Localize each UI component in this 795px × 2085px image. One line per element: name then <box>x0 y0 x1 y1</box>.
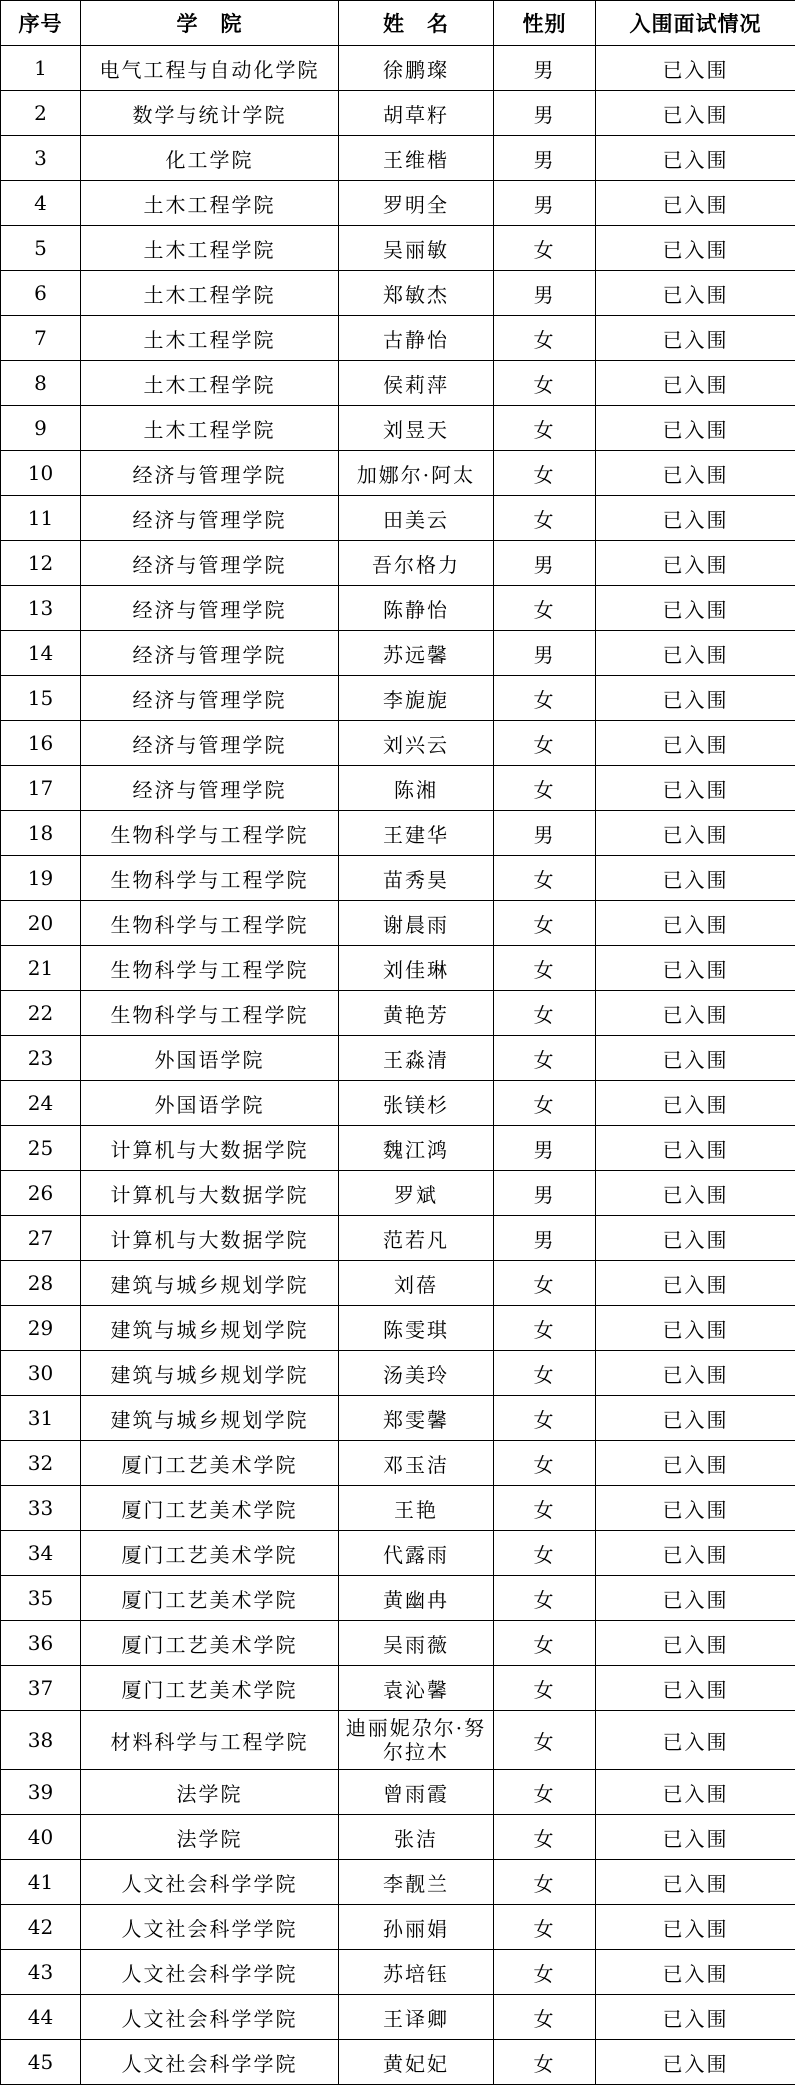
table-row <box>1 721 795 766</box>
cell-gender: 女 <box>494 1441 596 1486</box>
cell-serial: 30 <box>1 1351 81 1396</box>
cell-gender: 男 <box>494 181 596 226</box>
cell-college: 法学院 <box>81 1815 339 1860</box>
table-body <box>1 46 795 2085</box>
cell-college: 经济与管理学院 <box>81 541 339 586</box>
cell-serial: 9 <box>1 406 81 451</box>
cell-name: 徐鹏璨 <box>339 46 494 91</box>
table-row <box>1 1621 795 1666</box>
cell-name: 陈静怡 <box>339 586 494 631</box>
cell-gender: 女 <box>494 1711 596 1770</box>
cell-gender: 女 <box>494 1036 596 1081</box>
cell-gender: 女 <box>494 1621 596 1666</box>
table-row <box>1 1995 795 2040</box>
cell-gender: 女 <box>494 1081 596 1126</box>
cell-gender: 女 <box>494 1306 596 1351</box>
cell-gender: 女 <box>494 451 596 496</box>
cell-status: 已入围 <box>596 226 795 271</box>
cell-serial: 39 <box>1 1770 81 1815</box>
cell-status: 已入围 <box>596 1576 795 1621</box>
cell-status: 已入围 <box>596 91 795 136</box>
cell-name: 刘兴云 <box>339 721 494 766</box>
cell-serial: 40 <box>1 1815 81 1860</box>
cell-gender: 男 <box>494 631 596 676</box>
cell-name: 刘昱天 <box>339 406 494 451</box>
cell-gender: 女 <box>494 496 596 541</box>
cell-gender: 男 <box>494 811 596 856</box>
cell-gender: 女 <box>494 1995 596 2040</box>
cell-name: 范若凡 <box>339 1216 494 1261</box>
cell-serial: 21 <box>1 946 81 991</box>
cell-serial: 38 <box>1 1711 81 1770</box>
cell-serial: 17 <box>1 766 81 811</box>
cell-name: 侯莉萍 <box>339 361 494 406</box>
cell-status: 已入围 <box>596 271 795 316</box>
cell-status: 已入围 <box>596 1950 795 1995</box>
cell-status: 已入围 <box>596 991 795 1036</box>
cell-college: 建筑与城乡规划学院 <box>81 1261 339 1306</box>
table-row <box>1 1531 795 1576</box>
cell-name: 陈雯琪 <box>339 1306 494 1351</box>
cell-status: 已入围 <box>596 1905 795 1950</box>
cell-name: 汤美玲 <box>339 1351 494 1396</box>
table-row <box>1 1860 795 1905</box>
cell-gender: 女 <box>494 1666 596 1711</box>
header-serial: 序号 <box>1 1 81 46</box>
cell-status: 已入围 <box>596 901 795 946</box>
cell-gender: 女 <box>494 1396 596 1441</box>
cell-college: 计算机与大数据学院 <box>81 1171 339 1216</box>
cell-college: 生物科学与工程学院 <box>81 901 339 946</box>
cell-gender: 女 <box>494 721 596 766</box>
cell-serial: 22 <box>1 991 81 1036</box>
cell-college: 经济与管理学院 <box>81 631 339 676</box>
cell-serial: 43 <box>1 1950 81 1995</box>
cell-gender: 女 <box>494 766 596 811</box>
cell-status: 已入围 <box>596 181 795 226</box>
cell-college: 人文社会科学学院 <box>81 1905 339 1950</box>
cell-gender: 女 <box>494 1905 596 1950</box>
cell-gender: 女 <box>494 901 596 946</box>
cell-college: 外国语学院 <box>81 1081 339 1126</box>
cell-college: 生物科学与工程学院 <box>81 856 339 901</box>
cell-college: 建筑与城乡规划学院 <box>81 1396 339 1441</box>
table-row <box>1 451 795 496</box>
cell-gender: 女 <box>494 1261 596 1306</box>
table-row <box>1 91 795 136</box>
cell-status: 已入围 <box>596 136 795 181</box>
cell-name: 陈湘 <box>339 766 494 811</box>
cell-serial: 19 <box>1 856 81 901</box>
cell-college: 生物科学与工程学院 <box>81 811 339 856</box>
cell-serial: 26 <box>1 1171 81 1216</box>
cell-name: 王译卿 <box>339 1995 494 2040</box>
table-row <box>1 541 795 586</box>
cell-name: 苗秀昊 <box>339 856 494 901</box>
cell-college: 建筑与城乡规划学院 <box>81 1351 339 1396</box>
cell-name: 王建华 <box>339 811 494 856</box>
cell-college: 经济与管理学院 <box>81 721 339 766</box>
cell-status: 已入围 <box>596 1216 795 1261</box>
cell-college: 土木工程学院 <box>81 226 339 271</box>
cell-gender: 女 <box>494 676 596 721</box>
cell-name: 胡草籽 <box>339 91 494 136</box>
cell-gender: 女 <box>494 856 596 901</box>
cell-gender: 女 <box>494 586 596 631</box>
cell-college: 化工学院 <box>81 136 339 181</box>
cell-status: 已入围 <box>596 1531 795 1576</box>
table-row <box>1 2040 795 2085</box>
cell-gender: 女 <box>494 361 596 406</box>
cell-name: 黄妃妃 <box>339 2040 494 2085</box>
cell-gender: 男 <box>494 91 596 136</box>
cell-gender: 女 <box>494 1770 596 1815</box>
cell-name: 苏远馨 <box>339 631 494 676</box>
cell-college: 电气工程与自动化学院 <box>81 46 339 91</box>
cell-status: 已入围 <box>596 1126 795 1171</box>
cell-serial: 24 <box>1 1081 81 1126</box>
cell-serial: 33 <box>1 1486 81 1531</box>
cell-status: 已入围 <box>596 856 795 901</box>
table-row <box>1 856 795 901</box>
table-header-row <box>1 1 795 46</box>
cell-serial: 32 <box>1 1441 81 1486</box>
cell-gender: 女 <box>494 991 596 1036</box>
cell-gender: 女 <box>494 406 596 451</box>
cell-status: 已入围 <box>596 451 795 496</box>
table-row <box>1 1171 795 1216</box>
cell-status: 已入围 <box>596 361 795 406</box>
table-row <box>1 181 795 226</box>
cell-name: 曾雨霞 <box>339 1770 494 1815</box>
header-interview-status: 入围面试情况 <box>596 1 795 46</box>
table-row <box>1 496 795 541</box>
cell-status: 已入围 <box>596 1486 795 1531</box>
cell-gender: 女 <box>494 316 596 361</box>
cell-college: 生物科学与工程学院 <box>81 946 339 991</box>
table-row <box>1 1036 795 1081</box>
header-name: 姓 名 <box>339 1 494 46</box>
cell-status: 已入围 <box>596 1351 795 1396</box>
cell-serial: 13 <box>1 586 81 631</box>
cell-serial: 14 <box>1 631 81 676</box>
cell-status: 已入围 <box>596 1995 795 2040</box>
cell-status: 已入围 <box>596 406 795 451</box>
table-row <box>1 766 795 811</box>
cell-status: 已入围 <box>596 586 795 631</box>
cell-college: 计算机与大数据学院 <box>81 1216 339 1261</box>
cell-college: 经济与管理学院 <box>81 586 339 631</box>
cell-name: 谢晨雨 <box>339 901 494 946</box>
cell-name: 黄艳芳 <box>339 991 494 1036</box>
cell-gender: 男 <box>494 271 596 316</box>
table-row <box>1 1216 795 1261</box>
cell-college: 土木工程学院 <box>81 271 339 316</box>
cell-name: 邓玉洁 <box>339 1441 494 1486</box>
table-row <box>1 136 795 181</box>
cell-serial: 8 <box>1 361 81 406</box>
cell-gender: 女 <box>494 1351 596 1396</box>
table-row <box>1 1081 795 1126</box>
table-row <box>1 1441 795 1486</box>
cell-status: 已入围 <box>596 1860 795 1905</box>
cell-name: 郑雯馨 <box>339 1396 494 1441</box>
cell-name: 迪丽妮尕尔·努尔拉木 <box>339 1711 494 1770</box>
cell-college: 建筑与城乡规划学院 <box>81 1306 339 1351</box>
cell-name: 孙丽娟 <box>339 1905 494 1950</box>
cell-serial: 3 <box>1 136 81 181</box>
cell-name: 王淼清 <box>339 1036 494 1081</box>
table-row <box>1 46 795 91</box>
table-row <box>1 316 795 361</box>
table-row <box>1 1486 795 1531</box>
cell-serial: 5 <box>1 226 81 271</box>
table-row <box>1 406 795 451</box>
cell-serial: 36 <box>1 1621 81 1666</box>
cell-status: 已入围 <box>596 1441 795 1486</box>
cell-college: 经济与管理学院 <box>81 676 339 721</box>
table-row <box>1 1126 795 1171</box>
cell-name: 郑敏杰 <box>339 271 494 316</box>
cell-status: 已入围 <box>596 631 795 676</box>
cell-gender: 女 <box>494 2040 596 2085</box>
cell-name: 张镁杉 <box>339 1081 494 1126</box>
table-row <box>1 1396 795 1441</box>
table-row <box>1 1815 795 1860</box>
cell-status: 已入围 <box>596 766 795 811</box>
cell-serial: 1 <box>1 46 81 91</box>
cell-name: 罗斌 <box>339 1171 494 1216</box>
cell-college: 人文社会科学学院 <box>81 1995 339 2040</box>
table-row <box>1 1261 795 1306</box>
cell-status: 已入围 <box>596 541 795 586</box>
cell-gender: 女 <box>494 226 596 271</box>
table-row <box>1 991 795 1036</box>
cell-college: 人文社会科学学院 <box>81 1950 339 1995</box>
cell-status: 已入围 <box>596 1396 795 1441</box>
cell-serial: 25 <box>1 1126 81 1171</box>
cell-gender: 男 <box>494 136 596 181</box>
cell-serial: 28 <box>1 1261 81 1306</box>
table-row <box>1 1905 795 1950</box>
cell-name: 罗明全 <box>339 181 494 226</box>
cell-gender: 女 <box>494 1531 596 1576</box>
cell-serial: 31 <box>1 1396 81 1441</box>
cell-status: 已入围 <box>596 1081 795 1126</box>
cell-college: 土木工程学院 <box>81 181 339 226</box>
cell-college: 法学院 <box>81 1770 339 1815</box>
cell-name: 黄幽冉 <box>339 1576 494 1621</box>
cell-name: 王维楷 <box>339 136 494 181</box>
header-college: 学 院 <box>81 1 339 46</box>
cell-serial: 18 <box>1 811 81 856</box>
cell-college: 数学与统计学院 <box>81 91 339 136</box>
cell-status: 已入围 <box>596 1261 795 1306</box>
cell-serial: 42 <box>1 1905 81 1950</box>
cell-college: 人文社会科学学院 <box>81 1860 339 1905</box>
cell-status: 已入围 <box>596 721 795 766</box>
table-row <box>1 811 795 856</box>
table-row <box>1 271 795 316</box>
cell-serial: 37 <box>1 1666 81 1711</box>
cell-college: 厦门工艺美术学院 <box>81 1621 339 1666</box>
table-row <box>1 1306 795 1351</box>
cell-college: 经济与管理学院 <box>81 766 339 811</box>
table-row <box>1 586 795 631</box>
cell-serial: 4 <box>1 181 81 226</box>
cell-serial: 29 <box>1 1306 81 1351</box>
cell-serial: 7 <box>1 316 81 361</box>
cell-gender: 男 <box>494 1171 596 1216</box>
cell-gender: 女 <box>494 946 596 991</box>
cell-name: 袁沁馨 <box>339 1666 494 1711</box>
cell-status: 已入围 <box>596 1621 795 1666</box>
table-row <box>1 946 795 991</box>
cell-gender: 男 <box>494 1126 596 1171</box>
cell-serial: 6 <box>1 271 81 316</box>
cell-status: 已入围 <box>596 2040 795 2085</box>
cell-status: 已入围 <box>596 1770 795 1815</box>
table-row <box>1 1351 795 1396</box>
cell-status: 已入围 <box>596 1815 795 1860</box>
cell-gender: 女 <box>494 1486 596 1531</box>
cell-name: 刘佳琳 <box>339 946 494 991</box>
cell-college: 厦门工艺美术学院 <box>81 1666 339 1711</box>
cell-serial: 45 <box>1 2040 81 2085</box>
cell-college: 外国语学院 <box>81 1036 339 1081</box>
cell-serial: 23 <box>1 1036 81 1081</box>
cell-status: 已入围 <box>596 1666 795 1711</box>
table-row <box>1 676 795 721</box>
cell-name: 田美云 <box>339 496 494 541</box>
cell-name: 李靓兰 <box>339 1860 494 1905</box>
cell-gender: 女 <box>494 1576 596 1621</box>
cell-name: 苏培钰 <box>339 1950 494 1995</box>
cell-serial: 44 <box>1 1995 81 2040</box>
table-row <box>1 226 795 271</box>
cell-gender: 男 <box>494 541 596 586</box>
table-row <box>1 1666 795 1711</box>
cell-status: 已入围 <box>596 1306 795 1351</box>
cell-college: 土木工程学院 <box>81 361 339 406</box>
cell-college: 经济与管理学院 <box>81 496 339 541</box>
table-row <box>1 361 795 406</box>
cell-serial: 11 <box>1 496 81 541</box>
cell-status: 已入围 <box>596 676 795 721</box>
cell-gender: 男 <box>494 46 596 91</box>
cell-gender: 女 <box>494 1950 596 1995</box>
cell-gender: 男 <box>494 1216 596 1261</box>
cell-status: 已入围 <box>596 1171 795 1216</box>
cell-serial: 16 <box>1 721 81 766</box>
cell-status: 已入围 <box>596 46 795 91</box>
header-gender: 性别 <box>494 1 596 46</box>
cell-college: 材料科学与工程学院 <box>81 1711 339 1770</box>
cell-college: 厦门工艺美术学院 <box>81 1486 339 1531</box>
cell-name: 加娜尔·阿太 <box>339 451 494 496</box>
cell-college: 厦门工艺美术学院 <box>81 1531 339 1576</box>
cell-status: 已入围 <box>596 1711 795 1770</box>
table-row <box>1 1950 795 1995</box>
cell-status: 已入围 <box>596 811 795 856</box>
cell-serial: 2 <box>1 91 81 136</box>
cell-status: 已入围 <box>596 316 795 361</box>
cell-serial: 27 <box>1 1216 81 1261</box>
cell-college: 厦门工艺美术学院 <box>81 1441 339 1486</box>
table-row <box>1 1711 795 1770</box>
cell-serial: 34 <box>1 1531 81 1576</box>
cell-status: 已入围 <box>596 946 795 991</box>
cell-status: 已入围 <box>596 496 795 541</box>
table-row <box>1 1576 795 1621</box>
cell-serial: 41 <box>1 1860 81 1905</box>
cell-name: 王艳 <box>339 1486 494 1531</box>
cell-gender: 女 <box>494 1815 596 1860</box>
cell-name: 代露雨 <box>339 1531 494 1576</box>
cell-college: 厦门工艺美术学院 <box>81 1576 339 1621</box>
table-row <box>1 901 795 946</box>
cell-name: 李旎旎 <box>339 676 494 721</box>
cell-name: 吴雨薇 <box>339 1621 494 1666</box>
cell-serial: 20 <box>1 901 81 946</box>
cell-serial: 12 <box>1 541 81 586</box>
cell-name: 张洁 <box>339 1815 494 1860</box>
cell-college: 计算机与大数据学院 <box>81 1126 339 1171</box>
table-row <box>1 631 795 676</box>
cell-serial: 35 <box>1 1576 81 1621</box>
table-row <box>1 1770 795 1815</box>
cell-college: 土木工程学院 <box>81 316 339 361</box>
cell-college: 人文社会科学学院 <box>81 2040 339 2085</box>
cell-gender: 女 <box>494 1860 596 1905</box>
cell-college: 经济与管理学院 <box>81 451 339 496</box>
cell-name: 古静怡 <box>339 316 494 361</box>
cell-name: 刘蓓 <box>339 1261 494 1306</box>
cell-serial: 10 <box>1 451 81 496</box>
cell-college: 生物科学与工程学院 <box>81 991 339 1036</box>
cell-serial: 15 <box>1 676 81 721</box>
cell-name: 吾尔格力 <box>339 541 494 586</box>
cell-status: 已入围 <box>596 1036 795 1081</box>
cell-college: 土木工程学院 <box>81 406 339 451</box>
cell-name: 吴丽敏 <box>339 226 494 271</box>
cell-name: 魏江鸿 <box>339 1126 494 1171</box>
